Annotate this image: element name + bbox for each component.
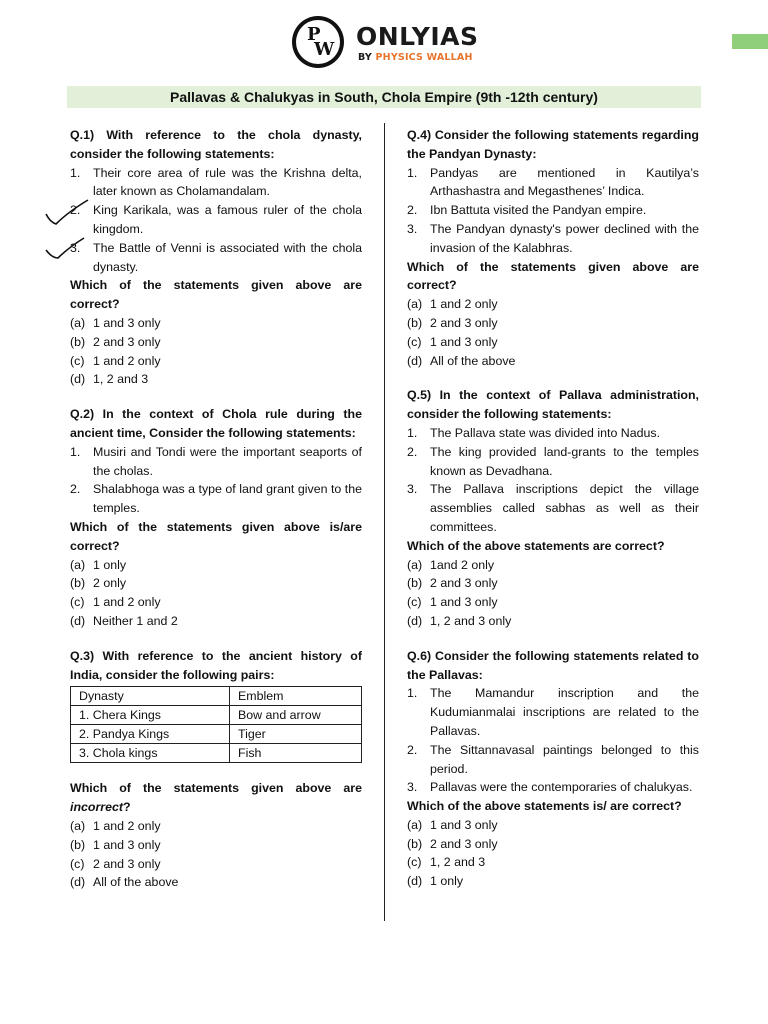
option-text: 2 and 3 only	[430, 315, 498, 330]
option-text: 1 and 2 only	[93, 353, 161, 368]
statement-item	[407, 164, 699, 202]
statement-number: 1.	[407, 425, 418, 440]
question-2-options	[70, 556, 362, 631]
table-cell: 3. Chola kings	[71, 744, 230, 763]
option-item	[407, 295, 699, 314]
option-label: (c)	[70, 353, 85, 368]
statement-text: Shalabhoga was a type of land grant given to the temples.	[93, 482, 362, 516]
option-item	[70, 556, 362, 575]
option-label: (d)	[407, 353, 423, 368]
option-text: 1, 2 and 3 only	[430, 613, 512, 628]
option-text: 2 and 3 only	[430, 836, 498, 851]
statement-text: The Pandyan dynasty's power declined with the invasion of the Kalabhras.	[430, 221, 699, 255]
option-text: 1 and 3 only	[93, 315, 161, 330]
option-label: (c)	[407, 595, 422, 610]
question-5-statements	[407, 424, 699, 537]
option-label: (a)	[70, 818, 86, 833]
question-4-head: Q.4) Consider the following statements regarding the Pandyan Dynasty:	[407, 128, 699, 161]
statement-item	[407, 443, 699, 481]
option-label: (d)	[70, 613, 86, 628]
statement-item	[407, 480, 699, 536]
option-item	[407, 333, 699, 352]
statement-number: 2.	[70, 203, 81, 218]
statement-number: 2.	[407, 444, 418, 459]
option-item	[70, 836, 362, 855]
question-3-ask-prefix: Which of the statements given above are	[70, 781, 362, 796]
option-label: (d)	[407, 613, 423, 628]
brand-name: ONLYIAS	[356, 22, 479, 51]
option-item	[407, 556, 699, 575]
option-text: 1 and 3 only	[430, 334, 498, 349]
option-item	[407, 352, 699, 371]
question-3	[70, 647, 362, 892]
question-1-ask: Which of the statements given above are correct?	[70, 278, 362, 312]
statement-item	[407, 201, 699, 220]
statement-item	[70, 239, 362, 277]
statement-item	[407, 220, 699, 258]
option-label: (b)	[70, 334, 86, 349]
option-text: Neither 1 and 2	[93, 613, 178, 628]
table-header-row	[71, 687, 362, 706]
question-2	[70, 405, 362, 631]
option-item	[407, 612, 699, 631]
question-1-head: Q.1) With reference to the chola dynasty, consider the following statements:	[70, 128, 362, 161]
table-row	[71, 744, 362, 763]
option-label: (b)	[407, 836, 423, 851]
table-cell: Bow and arrow	[230, 706, 362, 725]
option-label: (d)	[70, 875, 86, 890]
logo-letter-w: W	[314, 39, 335, 60]
statement-text: Musiri and Tondi were the important seaports of the cholas.	[93, 444, 362, 478]
question-4-options	[407, 295, 699, 370]
table-cell: 2. Pandya Kings	[71, 725, 230, 744]
option-text: 1 and 3 only	[93, 837, 161, 852]
question-4-ask: Which of the statements given above are correct?	[407, 259, 699, 293]
statement-item	[407, 741, 699, 779]
page-title: Pallavas & Chalukyas in South, Chola Empire (9th -12th century)	[67, 86, 701, 108]
statement-number: 2.	[70, 482, 81, 497]
question-2-head: Q.2) In the context of Chola rule during the ancient time, Consider the following statements:	[70, 407, 362, 440]
question-5-ask: Which of the above statements are correct?	[407, 538, 665, 553]
statement-text: The Battle of Venni is associated with the chola dynasty.	[93, 240, 362, 274]
option-label: (c)	[70, 856, 85, 871]
table-row	[71, 706, 362, 725]
option-item	[70, 574, 362, 593]
statement-number: 1.	[407, 165, 418, 180]
option-item	[70, 817, 362, 836]
pw-logo-letters	[296, 20, 340, 64]
statement-text: Pandyas are mentioned in Kautilya’s Arthashastra and Megasthenes’ Indica.	[430, 165, 699, 199]
statement-number: 3.	[70, 240, 81, 255]
statement-item	[70, 443, 362, 481]
option-text: 1 and 2 only	[93, 818, 161, 833]
option-item	[407, 853, 699, 872]
brand-subtitle	[358, 52, 473, 63]
statement-number: 1.	[407, 686, 418, 701]
table-cell: Fish	[230, 744, 362, 763]
option-item	[70, 612, 362, 631]
question-1-statements	[70, 164, 362, 277]
question-4	[407, 126, 699, 370]
statement-number: 3.	[407, 482, 418, 497]
option-label: (b)	[70, 837, 86, 852]
option-label: (a)	[70, 315, 86, 330]
question-6	[407, 647, 699, 891]
brand-sub-prefix: BY	[358, 52, 376, 63]
option-label: (b)	[407, 576, 423, 591]
option-item	[70, 855, 362, 874]
option-item	[407, 872, 699, 891]
table-cell: 1. Chera Kings	[71, 706, 230, 725]
statement-item	[407, 778, 699, 797]
statement-text: The Sittannavasal paintings belonged to this period.	[430, 742, 699, 776]
option-text: 2 only	[93, 576, 127, 591]
question-6-head: Q.6) Consider the following statements related to the Pallavas:	[407, 648, 699, 682]
option-text: 2 and 3 only	[430, 576, 498, 591]
option-label: (d)	[407, 874, 423, 889]
table-header-emblem: Emblem	[230, 687, 362, 706]
option-text: 2 and 3 only	[93, 856, 161, 871]
option-item	[407, 593, 699, 612]
option-item	[407, 314, 699, 333]
column-divider	[384, 123, 385, 921]
option-text: 1 only	[430, 874, 464, 889]
statement-number: 3.	[407, 780, 418, 795]
option-label: (a)	[70, 557, 86, 572]
question-3-ask-suffix: ?	[123, 800, 131, 815]
option-text: 1 and 3 only	[430, 595, 498, 610]
question-1-options	[70, 314, 362, 389]
option-text: 1 and 2 only	[93, 595, 161, 610]
question-5-options	[407, 556, 699, 631]
question-5-head: Q.5) In the context of Pallava administration, consider the following statements:	[407, 388, 699, 422]
statement-text: Their core area of rule was the Krishna delta, later known as Cholamandalam.	[93, 165, 362, 199]
option-label: (a)	[407, 557, 423, 572]
option-label: (a)	[407, 297, 423, 312]
table-cell: Tiger	[230, 725, 362, 744]
question-2-statements	[70, 443, 362, 518]
statement-number: 2.	[407, 203, 418, 218]
statement-text: King Karikala, was a famous ruler of the chola kingdom.	[93, 203, 362, 236]
option-text: 1 and 2 only	[430, 297, 498, 312]
option-text: All of the above	[430, 353, 516, 368]
option-label: (c)	[70, 595, 85, 610]
option-text: All of the above	[93, 875, 179, 890]
option-item	[407, 574, 699, 593]
question-1	[70, 126, 362, 389]
option-text: 1, 2 and 3	[93, 372, 149, 387]
statement-item	[70, 164, 362, 202]
table-row	[71, 725, 362, 744]
option-item	[70, 593, 362, 612]
option-item	[70, 370, 362, 389]
option-item	[70, 873, 362, 892]
page-header	[0, 14, 768, 70]
pairs-table	[70, 686, 362, 763]
option-item	[70, 333, 362, 352]
statement-text: The Mamandur inscription and the Kudumianmalai inscriptions are related to the Pallavas.	[430, 686, 699, 738]
statement-number: 2.	[407, 742, 418, 757]
option-label: (d)	[70, 372, 86, 387]
option-item	[407, 835, 699, 854]
question-6-statements	[407, 684, 699, 797]
question-3-head: Q.3) With reference to the ancient history of India, consider the following pairs:	[70, 648, 362, 682]
question-3-ask	[70, 779, 362, 817]
question-4-statements	[407, 164, 699, 258]
left-column	[70, 126, 362, 908]
question-2-ask: Which of the statements given above is/are correct?	[70, 519, 362, 553]
statement-number: 1.	[70, 165, 81, 180]
question-5	[407, 386, 699, 630]
option-text: 2 and 3 only	[93, 334, 161, 349]
question-3-options	[70, 817, 362, 892]
question-6-ask: Which of the above statements is/ are correct?	[407, 799, 682, 814]
option-label: (b)	[407, 315, 423, 330]
option-text: 1, 2 and 3	[430, 855, 486, 870]
option-label: (c)	[407, 855, 422, 870]
statement-number: 3.	[407, 221, 418, 236]
option-item	[70, 314, 362, 333]
statement-item	[70, 201, 362, 239]
statement-item	[70, 480, 362, 518]
brand-sub-accent: PHYSICS WALLAH	[375, 52, 473, 63]
statement-text: The king provided land-grants to the temples known as Devadhana.	[430, 444, 699, 478]
option-label: (b)	[70, 576, 86, 591]
option-text: 1 and 3 only	[430, 817, 498, 832]
statement-item	[407, 684, 699, 740]
logo-letter-p: P	[307, 24, 321, 45]
statement-number: 1.	[70, 444, 81, 459]
statement-text: The Pallava state was divided into Nadus.	[430, 425, 661, 440]
statement-text: The Pallava inscriptions depict the village assemblies called sabhas as well as their committees.	[430, 482, 699, 534]
right-column	[407, 126, 699, 907]
option-label: (c)	[407, 334, 422, 349]
table-header-dynasty: Dynasty	[71, 687, 230, 706]
question-6-options	[407, 816, 699, 891]
option-item	[407, 816, 699, 835]
pw-logo	[292, 16, 344, 68]
corner-tab	[732, 34, 768, 49]
statement-text: Pallavas were the contemporaries of chalukyas.	[430, 780, 693, 795]
statement-item	[407, 424, 699, 443]
option-text: 1 only	[93, 557, 127, 572]
option-text: 1and 2 only	[430, 557, 495, 572]
statement-text: Ibn Battuta visited the Pandyan empire.	[430, 203, 647, 218]
option-label: (a)	[407, 817, 423, 832]
question-3-ask-italic: incorrect	[70, 800, 124, 815]
option-item	[70, 352, 362, 371]
